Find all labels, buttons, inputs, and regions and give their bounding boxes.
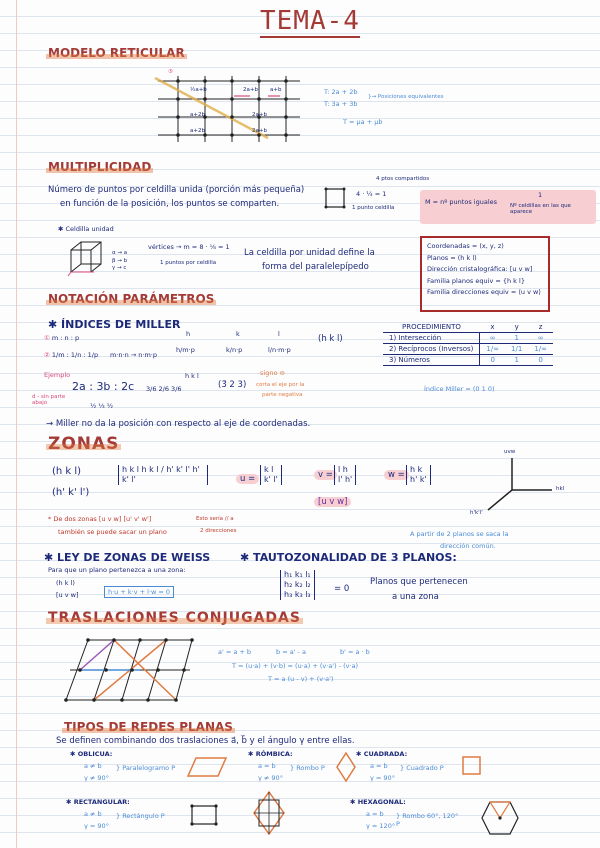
miller-hkl: (h k l) (318, 334, 343, 344)
grid-label: a+2b (190, 112, 205, 118)
type-rombica-c2: γ ≠ 90° (258, 774, 283, 782)
u-label: u = (236, 474, 259, 484)
share-top: 4 ptos compartidos (376, 176, 430, 182)
table-row: 2) Recíprocos (Inversos) 1/∞ 1/1 1/∞ (383, 344, 553, 355)
zone-note-4: 2 direcciones (200, 528, 237, 534)
type-rombica-name: RÓMBICA (255, 750, 291, 758)
section-notacion-heading: NOTACIÓN PARÁMETROS (48, 292, 215, 306)
type-oblicua-c1: a ≠ b (84, 762, 102, 770)
define-2: forma del paralelepípedo (262, 262, 369, 272)
miller-result-note: Índice Miller = (0 1 0) (424, 385, 495, 393)
trasl-eq-5: T = a (u - v) + (v·a') (268, 675, 334, 683)
equiv-eq-2: T: 3a + 3b (324, 100, 358, 108)
grid-label: 2a+b (252, 128, 267, 134)
tauto-desc-1: Planos que pertenecen (370, 577, 468, 587)
section-traslaciones-heading: TRASLACIONES CONJUGADAS (48, 610, 301, 626)
tauto-row-1: h₁ k₁ l₁ (284, 570, 311, 579)
rectangular-shape (190, 804, 220, 828)
table-header: x (480, 322, 505, 333)
miller-heading: ÍNDICES DE MILLER (61, 318, 181, 331)
sign-note: signo ⊖ (260, 369, 285, 377)
example-fracs: ½ ⅓ ½ (90, 402, 114, 410)
type-cuadrada-c1: a = b (370, 762, 388, 770)
tauto-row-3: h₃ k₃ l₃ (284, 590, 311, 599)
rombica-shape (336, 752, 356, 782)
table-header: PROCEDIMIENTO (383, 322, 480, 333)
section-multiplicidad-heading: MULTIPLICIDAD (48, 160, 152, 174)
notation-direction-family: Familia direcciones equiv = ⟨u v w⟩ (427, 288, 541, 296)
multiplicidad-def-1: Número de puntos por celdilla unida (porción más pequeña) (48, 185, 305, 195)
table-header: y (505, 322, 528, 333)
conjugate-lattice-diagram (66, 636, 196, 706)
zone-determinant: h k l h k l / h' k' l' h' k' l' (118, 465, 208, 485)
miller-step-1: m : n : p (51, 334, 80, 342)
rectangular-centered-shape (252, 790, 286, 836)
weiss-heading: LEY DE ZONAS DE WEISS (57, 551, 211, 564)
page-margin (16, 0, 17, 848)
oblicua-shape (186, 756, 228, 780)
grid-label: a+2b (190, 128, 205, 134)
zone-note-1: * De dos zonas [u v w] [u' v' w'] (48, 515, 152, 523)
grid-label: a+b (270, 87, 282, 93)
share-calc: 4 · ¼ = 1 (356, 190, 387, 198)
vertices-calc: vértices → m = 8 · ⅛ = 1 (148, 243, 230, 251)
axis-uvw: uvw (504, 449, 516, 455)
uvw-result: [u v w] (314, 497, 351, 507)
example-result: (3̄ 2 3) (218, 380, 247, 390)
example-label: Ejemplo (44, 371, 71, 379)
equiv-eq-3: T = μa + μb (343, 118, 383, 126)
define-1: La celdilla por unidad define la (244, 248, 375, 258)
type-oblicua-name: OBLICUA (77, 750, 110, 758)
miller-frac-h: h/m·p (176, 346, 195, 354)
angle-gamma: γ → c (112, 265, 127, 271)
type-hexagonal-c1: a = b (366, 810, 384, 818)
tipos-intro: Se definen combinando dos traslaciones a⃗, b⃗ y el ángulo γ entre ellas. (56, 736, 355, 746)
section-tipos-heading: TIPOS DE REDES PLANAS (64, 720, 233, 734)
miller-frac-k: k/n·p (226, 346, 243, 354)
section-modelo-heading: MODELO RETICULAR (48, 46, 185, 60)
angle-alpha: α → a (112, 250, 128, 256)
weiss-direction: [u v w] (56, 591, 79, 599)
hexagonal-shape (480, 800, 520, 836)
tauto-eq: = 0 (334, 584, 350, 594)
type-oblicua-c2: γ ≠ 90° (84, 774, 109, 782)
weiss-text: Para que un plano pertenezca a una zona: (48, 566, 186, 574)
weiss-plane: (h k l) (56, 579, 75, 587)
multiplicidad-def-2: en función de la posición, los puntos se comparten. (60, 199, 280, 209)
grid-label: 2a+b (252, 112, 267, 118)
trasl-eq-1: a' = a + b (218, 648, 252, 656)
type-oblicua-desc: Paralelogramo P (122, 764, 176, 772)
celdilla-label: Celdilla unidad (65, 225, 114, 233)
zone-note-6: dirección común. (440, 542, 496, 550)
w-label: w = (384, 470, 409, 480)
type-rectangular-c1: a ≠ b (84, 810, 102, 818)
tauto-desc-2: a una zona (392, 592, 439, 602)
zone-note-3: Esto sería // a (196, 516, 234, 522)
zone-note-2: también se puede sacar un plano (58, 528, 167, 536)
notation-coords: Coordenadas = (x, y, z) (427, 242, 504, 250)
miller-frac-l: l/n·m·p (268, 346, 291, 354)
sign-note-3: parte negativa (262, 392, 303, 398)
miller-note: → Miller no da la posición con respecto al eje de coordenadas. (46, 419, 311, 429)
angle-beta: β → b (112, 257, 128, 264)
grid-label: ½a+b (190, 87, 207, 93)
axis-hkl-prime: h'k'l' (470, 510, 483, 516)
section-zonas-heading: ZONAS (48, 434, 120, 454)
table-header: z (528, 322, 553, 333)
equiv-note: Posiciones equivalentes (377, 94, 444, 100)
multiplicity-formula: M = nº puntos iguales 1 Nº celdillas en las que aparece (420, 190, 596, 224)
miller-procedure-table (383, 322, 553, 366)
type-cuadrada-c2: γ = 90° (370, 774, 395, 782)
plane-2: (h' k' l') (52, 487, 90, 498)
type-hexagonal-c2: γ = 120° (366, 822, 396, 830)
trasl-eq-3: b' = a · b (340, 648, 370, 656)
type-rectangular-desc: Rectángulo P (122, 812, 165, 820)
axis-hkl: hkl (556, 486, 565, 492)
type-cuadrada-desc: Cuadrado P (406, 764, 444, 772)
type-rectangular-name: RECTANGULAR (73, 798, 128, 806)
example-fracs-2: 3/6 2/6 3/6 (146, 385, 182, 393)
type-rombica-desc: Rombo P (296, 764, 325, 772)
page-title: TEMA-4 (260, 6, 360, 36)
miller-step-2b: m·n·n → n·m·p (110, 351, 157, 359)
notation-planes: Planos = (h k l) (427, 253, 477, 262)
zone-note-5: A partir de 2 planos se saca la (410, 530, 509, 538)
vertices-note: 1 puntos por celdilla (160, 260, 217, 266)
tauto-heading: TAUTOZONALIDAD DE 3 PLANOS: (253, 551, 457, 564)
type-cuadrada-name: CUADRADA (363, 750, 405, 758)
miller-step-2: 1/m : 1/n : 1/p (51, 351, 99, 359)
sign-note-2: corta el eje por la (256, 382, 305, 388)
equiv-eq-1: T: 2a + 2b (324, 88, 358, 96)
notation-direction: Dirección cristalográfica: [u v w] (427, 265, 533, 273)
v-label: v = (314, 470, 337, 480)
table-row: 3) Números 0 1 0 (383, 355, 553, 366)
trasl-eq-2: b = a' - a (276, 648, 306, 656)
unit-cell-3d (68, 238, 108, 278)
cuadrada-shape (462, 756, 482, 776)
lattice-grid (150, 76, 310, 146)
grid-label: 2a+b (243, 87, 258, 93)
notation-summary-box (420, 236, 550, 312)
example-ratio: 2a : 3b : 2c (72, 380, 135, 393)
weiss-equation: h·u + k·v + l·w = 0 (104, 586, 174, 598)
zone-axes-diagram (478, 452, 558, 522)
type-hexagonal-name: HEXAGONAL (357, 798, 404, 806)
plane-1: (h k l) (52, 466, 82, 477)
example-note-left: d - sin parte abajo (32, 394, 66, 406)
type-rectangular-c2: γ = 90° (84, 822, 109, 830)
unit-cell-square (325, 188, 347, 210)
notation-plane-family: Familia planos equiv = {h k l} (427, 276, 525, 285)
trasl-eq-4: T = (u·a) + (v·b) = (u·a) + (v·a') - (v·a) (232, 662, 359, 670)
tauto-row-2: h₂ k₂ l₂ (284, 580, 311, 589)
share-note: 1 punto celdilla (352, 205, 395, 211)
type-rombica-c1: a = b (258, 762, 276, 770)
table-row: 1) Intersección ∞ 1 ∞ (383, 333, 553, 344)
type-hexagonal-desc: Rombo 60°, 120° P (396, 812, 459, 828)
